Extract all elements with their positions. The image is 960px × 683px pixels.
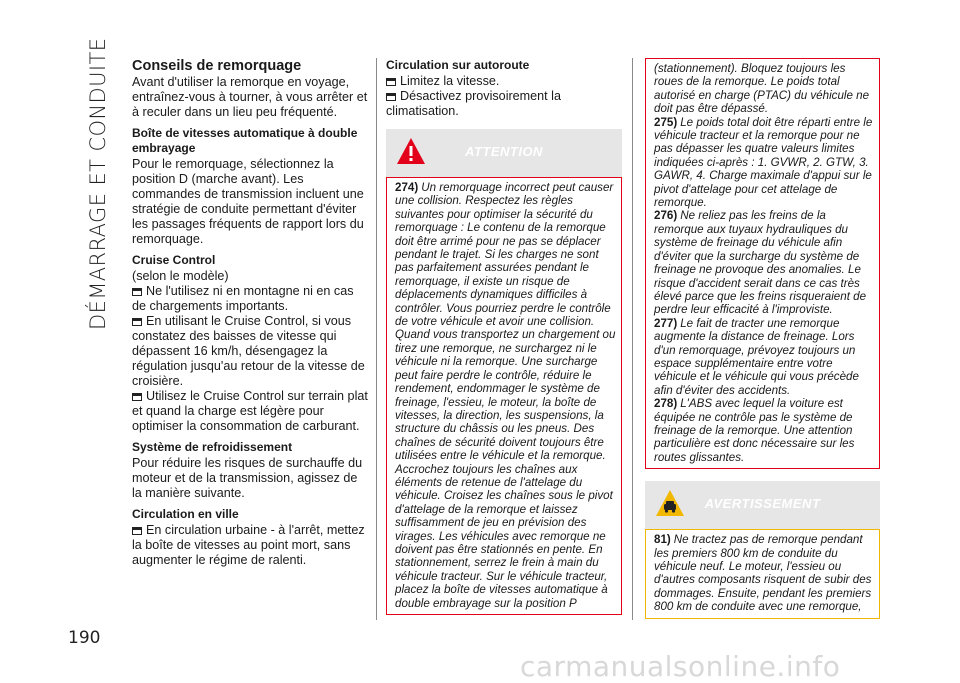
note-text: Le poids total doit être réparti entre le véhicule tracteur et la remorque pour ne pas dépasser les quatre valeurs limites indiquées ci-après : 1. GVWR, 2. GTW, 3. GAWR, 4. Charge maximale d'appui sur le pivot d'attelage pour cet attelage de remorque.: [654, 115, 873, 210]
warning-label: AVERTISSEMENT: [704, 496, 821, 512]
attention-label: ATTENTION: [465, 144, 543, 159]
cruise-note: (selon le modèle): [132, 269, 229, 283]
bullet-icon: [132, 527, 142, 535]
column-divider: [376, 58, 377, 620]
column-right: [645, 58, 880, 619]
note-number: 81): [654, 533, 671, 547]
column-left: [132, 58, 368, 568]
list-item: Désactivez provisoirement la climatisation.: [386, 89, 561, 118]
page-number: 190: [68, 628, 101, 648]
bullet-icon: [132, 393, 142, 401]
note-number: 277): [654, 316, 678, 330]
note-number: 275): [654, 115, 678, 129]
cooling-paragraph: Pour réduire les risques de surchauffe du moteur et de la transmission, agissez de la manière suivante.: [132, 456, 363, 500]
attention-box: [386, 177, 622, 615]
column-middle: [386, 58, 622, 615]
list-item: Utilisez le Cruise Control sur terrain plat et quand la charge est légère pour optimiser la consommation de carburant.: [132, 389, 368, 433]
note-text: Ne reliez pas les freins de la remorque aux tuyaux hydrauliques du système de freinage du véhicule afin d'éviter que la surcharge du système de freinage ne provoque des anomalies. Le risque d'accident serait dans ce cas très élevé parce que les freins risqueraient de perdre leur efficacité à l'improviste.: [654, 209, 867, 317]
warning-header: [645, 481, 880, 529]
warning-box: [645, 529, 880, 618]
note-number: 278): [654, 397, 678, 411]
note-text: L'ABS avec lequel la voiture est équipée ne contrôle pas le système de freinage de la remorque. Une attention particulière est donc nécessaire sur les routes glissantes.: [654, 397, 855, 464]
list-item: En utilisant le Cruise Control, si vous constatez des baisses de vitesse qui dépassent 16 km/h, désengagez la régulation jusqu'au retour de la vitesse de croisière.: [132, 314, 365, 388]
note-number: 274): [395, 181, 419, 194]
list-item: En circulation urbaine - à l'arrêt, mettez la boîte de vitesses au point mort, sans augmenter le régime de ralenti.: [132, 523, 365, 567]
subheading-gearbox: Boîte de vitesses automatique à double embrayage: [132, 126, 358, 155]
subheading-cruise-control: Cruise Control: [132, 253, 216, 267]
gearbox-paragraph: Pour le remorquage, sélectionnez la position D (marche avant). Les commandes de transmission incluent une stratégie de conduite permettant d'éviter les passages fréquents de rapport lors du remorquage.: [132, 157, 364, 246]
watermark: carmanualsonline.info: [520, 650, 841, 683]
bullet-icon: [132, 288, 142, 296]
bullet-icon: [386, 78, 396, 86]
attention-continued-text: (stationnement). Bloquez toujours les roues de la remorque. Le poids total autorisé en charge (PTAC) du véhicule ne doit pas être dépassé.: [654, 62, 870, 116]
subheading-city-driving: Circulation en ville: [132, 507, 239, 521]
intro-paragraph: Avant d'utiliser la remorque en voyage, entraînez-vous à tourner, à vous arrêter et à reculer dans un lieu peu fréquenté.: [132, 75, 368, 119]
bullet-icon: [132, 318, 142, 326]
attention-text: Un remorquage incorrect peut causer une collision. Respectez les règles suivantes pour optimiser la sécurité du remorquage : Le contenu de la remorque doit être arrimé pour ne pas se déplacer pendant le trajet. Si les charges ne sont pas parfaitement assurées pendant le remorquage, il existe un risque de déplacements dynamiques difficiles à contrôler. Vous pourriez perdre le contrôle de votre véhicule et avoir une collision. Quand vous transportez un chargement ou tirez une remorque, ne surchargez ni le véhicule ni la remorque. Une surcharge peut faire perdre le contrôle, réduire le rendement, endommager le système de freinage, l'essieu, le moteur, la boîte de vitesses, la direction, les suspensions, la structure du châssis ou les pneus. Des chaînes de sécurité doivent toujours être utilisées entre le véhicule et la remorque. Accrochez toujours les chaînes aux éléments de retenue de l'attelage du véhicule. Croisez les chaînes sous le pivot d'attelage de la remorque et laissez suffisamment de jeu en prévision des virages. Les véhicules avec remorque ne doivent pas être stationnés en pente. En stationnement, serrez le frein à main du véhicule tracteur. Sur le véhicule tracteur, placez la boîte de vitesses automatique à double embrayage sur la position P: [395, 181, 616, 610]
subheading-highway: Circulation sur autoroute: [386, 58, 530, 72]
note-text: Le fait de tracter une remorque augmente la distance de freinage. Lors d'un remorquage, prévoyez toujours un espace supplémentaire entre votre véhicule et le véhicule qui vous précède afin d'éviter des accidents.: [654, 316, 859, 397]
list-item: Limitez la vitesse.: [386, 74, 622, 89]
attention-box-continued: [645, 58, 880, 469]
warning-text: Ne tractez pas de remorque pendant les premiers 800 km de conduite du véhicule neuf. Le moteur, l'essieu ou d'autres composants risquent de subir des dommages. Ensuite, pendant les premiers 800 km de conduite avec une remorque,: [654, 533, 872, 614]
list-item: Ne l'utilisez ni en montagne ni en cas de chargements importants.: [132, 284, 354, 313]
chapter-side-title: DÉMARRAGE ET CONDUITE: [86, 37, 110, 330]
attention-header: [386, 129, 622, 177]
section-heading-towing-tips: Conseils de remorquage: [132, 58, 302, 74]
note-number: 276): [654, 209, 678, 223]
column-divider: [632, 58, 633, 620]
subheading-cooling: Système de refroidissement: [132, 440, 293, 454]
bullet-icon: [386, 93, 396, 101]
